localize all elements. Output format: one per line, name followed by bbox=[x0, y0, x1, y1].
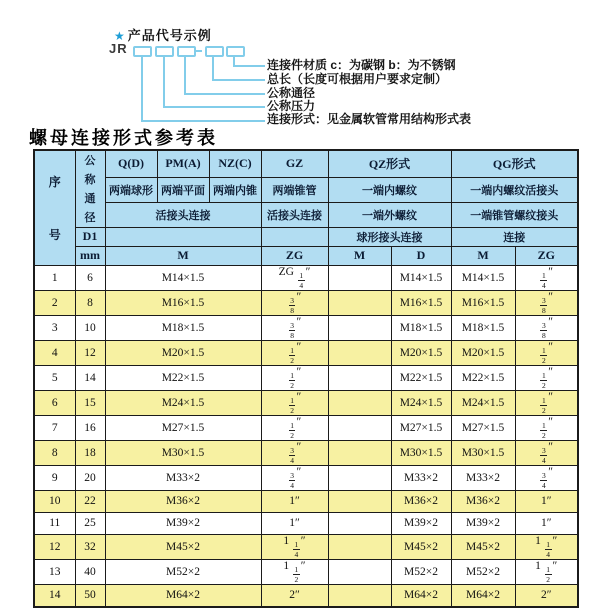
nut-connection-table bbox=[33, 149, 579, 608]
cell-qg-zg: $\frac{1}{2}$ ″ bbox=[515, 390, 578, 415]
unit-zg-qg: ZG bbox=[515, 246, 578, 265]
cell-m: M45×2 bbox=[105, 534, 261, 559]
cell-qz-m bbox=[328, 315, 391, 340]
cell-qg-m: M18×1.5 bbox=[451, 315, 515, 340]
cell-no: 4 bbox=[34, 340, 75, 365]
cell-qz-m bbox=[328, 290, 391, 315]
cell-qz-m bbox=[328, 559, 391, 584]
cell-dn: 18 bbox=[75, 440, 105, 465]
header-nominal-diameter: 公 称 通 径 bbox=[75, 150, 105, 227]
cell-gz-zg: $\frac{3}{4}$ ″ bbox=[261, 465, 328, 490]
unit-m-qpn: M bbox=[105, 246, 261, 265]
table-row bbox=[34, 290, 578, 315]
cell-qg-m: M20×1.5 bbox=[451, 340, 515, 365]
cell-no: 6 bbox=[34, 390, 75, 415]
unit-zg-gz: ZG bbox=[261, 246, 328, 265]
cell-dn: 14 bbox=[75, 365, 105, 390]
cell-qg-m: M45×2 bbox=[451, 534, 515, 559]
cell-qg-zg: $\frac{3}{8}$ ″ bbox=[515, 315, 578, 340]
cell-dn: 10 bbox=[75, 315, 105, 340]
cell-dn: 22 bbox=[75, 490, 105, 512]
cell-dn: 40 bbox=[75, 559, 105, 584]
diagram-label-connection-type: 连接形式：见金属软管常用结构形式表 bbox=[267, 112, 472, 126]
cell-dn: 50 bbox=[75, 584, 105, 607]
cell-qg-zg: $\frac{1}{2}$ ″ bbox=[515, 415, 578, 440]
cell-m: M30×1.5 bbox=[105, 440, 261, 465]
header-desc-nz: 两端内锥 bbox=[209, 177, 261, 202]
cell-gz-zg: ZG $\frac{1}{4}$ ″ bbox=[261, 265, 328, 290]
header-joint-qpn: 活接头连接 bbox=[105, 202, 261, 227]
cell-no: 10 bbox=[34, 490, 75, 512]
diagram-label-material: 连接件材质 c：为碳钢 b：为不锈钢 bbox=[267, 58, 456, 72]
header-desc-q: 两端球形 bbox=[105, 177, 157, 202]
cell-qz-m bbox=[328, 340, 391, 365]
table-row bbox=[34, 490, 578, 512]
cell-dn: 25 bbox=[75, 512, 105, 534]
unit-d-qz: D bbox=[391, 246, 451, 265]
cell-gz-zg: $\frac{1}{2}$ ″ bbox=[261, 415, 328, 440]
cell-qg-m: M22×1.5 bbox=[451, 365, 515, 390]
cell-qz-d: M20×1.5 bbox=[391, 340, 451, 365]
cell-m: M22×1.5 bbox=[105, 365, 261, 390]
cell-no: 11 bbox=[34, 512, 75, 534]
header-row-desc2 bbox=[34, 202, 578, 227]
cell-no: 14 bbox=[34, 584, 75, 607]
cell-qz-m bbox=[328, 440, 391, 465]
cell-qz-d: M14×1.5 bbox=[391, 265, 451, 290]
header-row-codes bbox=[34, 150, 578, 177]
cell-no: 9 bbox=[34, 465, 75, 490]
cell-no: 1 bbox=[34, 265, 75, 290]
header-blank-qpn bbox=[105, 227, 261, 246]
cell-no: 3 bbox=[34, 315, 75, 340]
cell-qz-d: M18×1.5 bbox=[391, 315, 451, 340]
diagram-label-nominal-pressure: 公称压力 bbox=[267, 99, 316, 113]
cell-qg-m: M64×2 bbox=[451, 584, 515, 607]
table-row bbox=[34, 340, 578, 365]
header-code-qz: QZ形式 bbox=[328, 150, 451, 177]
table-body bbox=[34, 265, 578, 607]
diagram-title bbox=[114, 25, 212, 44]
table-row bbox=[34, 559, 578, 584]
cell-qg-m: M30×1.5 bbox=[451, 440, 515, 465]
header-d1: D1 bbox=[75, 227, 105, 246]
cell-gz-zg: 1 $\frac{1}{4}$ ″ bbox=[261, 534, 328, 559]
cell-dn: 6 bbox=[75, 265, 105, 290]
diagram-title-text: 产品代号示例 bbox=[127, 28, 212, 43]
unit-m-qz: M bbox=[328, 246, 391, 265]
star-icon: ★ bbox=[114, 29, 126, 43]
header-blank-gz bbox=[261, 227, 328, 246]
cell-no: 2 bbox=[34, 290, 75, 315]
header-desc-qg: 一端内螺纹活接头 bbox=[451, 177, 578, 202]
cell-no: 7 bbox=[34, 415, 75, 440]
cell-qz-d: M22×1.5 bbox=[391, 365, 451, 390]
table-row bbox=[34, 390, 578, 415]
cell-qz-m bbox=[328, 465, 391, 490]
cell-qz-m bbox=[328, 390, 391, 415]
diagram-label-total-length: 总长（长度可根据用户要求定制） bbox=[267, 72, 448, 86]
cell-qg-m: M27×1.5 bbox=[451, 415, 515, 440]
cell-m: M39×2 bbox=[105, 512, 261, 534]
cell-qz-d: M27×1.5 bbox=[391, 415, 451, 440]
unit-m-qg: M bbox=[451, 246, 515, 265]
cell-qg-zg: $\frac{1}{2}$ ″ bbox=[515, 365, 578, 390]
cell-qg-zg: $\frac{1}{4}$ ″ bbox=[515, 265, 578, 290]
table-row bbox=[34, 440, 578, 465]
table-title: 螺母连接形式参考表 bbox=[29, 128, 218, 148]
table-row bbox=[34, 265, 578, 290]
cell-qz-d: M52×2 bbox=[391, 559, 451, 584]
cell-gz-zg: 1″ bbox=[261, 512, 328, 534]
cell-m: M18×1.5 bbox=[105, 315, 261, 340]
cell-m: M20×1.5 bbox=[105, 340, 261, 365]
cell-m: M52×2 bbox=[105, 559, 261, 584]
cell-m: M24×1.5 bbox=[105, 390, 261, 415]
cell-m: M16×1.5 bbox=[105, 290, 261, 315]
table-row bbox=[34, 534, 578, 559]
cell-gz-zg: $\frac{1}{2}$ ″ bbox=[261, 340, 328, 365]
cell-qg-m: M16×1.5 bbox=[451, 290, 515, 315]
cell-qg-m: M33×2 bbox=[451, 465, 515, 490]
cell-qg-zg: $\frac{3}{4}$ ″ bbox=[515, 440, 578, 465]
header-desc-pm: 两端平面 bbox=[157, 177, 209, 202]
header-row-desc1 bbox=[34, 177, 578, 202]
header-row-units bbox=[34, 246, 578, 265]
cell-gz-zg: $\frac{3}{4}$ ″ bbox=[261, 440, 328, 465]
connector-line-5 bbox=[141, 55, 265, 122]
cell-qz-m bbox=[328, 265, 391, 290]
header-code-qg: QG形式 bbox=[451, 150, 578, 177]
cell-qz-d: M64×2 bbox=[391, 584, 451, 607]
cell-qz-d: M39×2 bbox=[391, 512, 451, 534]
cell-qz-d: M30×1.5 bbox=[391, 440, 451, 465]
table-row bbox=[34, 465, 578, 490]
header-desc-gz: 两端锥管 bbox=[261, 177, 328, 202]
cell-qz-m bbox=[328, 512, 391, 534]
cell-gz-zg: 2″ bbox=[261, 584, 328, 607]
cell-m: M14×1.5 bbox=[105, 265, 261, 290]
cell-dn: 20 bbox=[75, 465, 105, 490]
product-code-prefix: JR bbox=[109, 41, 128, 56]
cell-qz-d: M16×1.5 bbox=[391, 290, 451, 315]
header-desc2-qz: 一端外螺纹 bbox=[328, 202, 451, 227]
cell-qg-zg: $\frac{3}{4}$ ″ bbox=[515, 465, 578, 490]
cell-qz-d: M45×2 bbox=[391, 534, 451, 559]
header-code-nz: NZ(C) bbox=[209, 150, 261, 177]
table-row bbox=[34, 315, 578, 340]
cell-qz-m bbox=[328, 490, 391, 512]
cell-qg-zg: 2″ bbox=[515, 584, 578, 607]
cell-qz-d: M33×2 bbox=[391, 465, 451, 490]
cell-no: 8 bbox=[34, 440, 75, 465]
cell-qg-zg: 1″ bbox=[515, 512, 578, 534]
code-dash bbox=[194, 50, 202, 52]
cell-gz-zg: 1 $\frac{1}{2}$ ″ bbox=[261, 559, 328, 584]
cell-m: M27×1.5 bbox=[105, 415, 261, 440]
header-desc3-qz: 球形接头连接 bbox=[328, 227, 451, 246]
cell-qg-zg: 1″ bbox=[515, 490, 578, 512]
cell-dn: 8 bbox=[75, 290, 105, 315]
cell-m: M33×2 bbox=[105, 465, 261, 490]
cell-qz-m bbox=[328, 584, 391, 607]
cell-qg-zg: $\frac{3}{8}$ ″ bbox=[515, 290, 578, 315]
cell-qg-m: M52×2 bbox=[451, 559, 515, 584]
table-row bbox=[34, 584, 578, 607]
cell-gz-zg: $\frac{1}{2}$ ″ bbox=[261, 365, 328, 390]
cell-qg-zg: 1 $\frac{1}{4}$ ″ bbox=[515, 534, 578, 559]
cell-no: 5 bbox=[34, 365, 75, 390]
cell-qg-m: M14×1.5 bbox=[451, 265, 515, 290]
cell-gz-zg: $\frac{3}{8}$ ″ bbox=[261, 315, 328, 340]
cell-dn: 12 bbox=[75, 340, 105, 365]
header-code-gz: GZ bbox=[261, 150, 328, 177]
cell-qg-m: M24×1.5 bbox=[451, 390, 515, 415]
header-code-q: Q(D) bbox=[105, 150, 157, 177]
table-row bbox=[34, 365, 578, 390]
table-row bbox=[34, 415, 578, 440]
cell-qz-m bbox=[328, 415, 391, 440]
header-desc3-qg: 连接 bbox=[451, 227, 578, 246]
cell-no: 13 bbox=[34, 559, 75, 584]
cell-m: M64×2 bbox=[105, 584, 261, 607]
cell-qz-m bbox=[328, 534, 391, 559]
cell-qz-d: M24×1.5 bbox=[391, 390, 451, 415]
header-row-d1 bbox=[34, 227, 578, 246]
header-desc2-qg: 一端锥管螺纹接头 bbox=[451, 202, 578, 227]
cell-dn: 16 bbox=[75, 415, 105, 440]
cell-qz-d: M36×2 bbox=[391, 490, 451, 512]
cell-qg-m: M39×2 bbox=[451, 512, 515, 534]
header-joint-gz: 活接头连接 bbox=[261, 202, 328, 227]
cell-no: 12 bbox=[34, 534, 75, 559]
header-desc-qz: 一端内螺纹 bbox=[328, 177, 451, 202]
cell-qg-zg: $\frac{1}{2}$ ″ bbox=[515, 340, 578, 365]
cell-qg-m: M36×2 bbox=[451, 490, 515, 512]
table-row bbox=[34, 512, 578, 534]
cell-gz-zg: 1″ bbox=[261, 490, 328, 512]
header-code-pm: PM(A) bbox=[157, 150, 209, 177]
cell-gz-zg: $\frac{3}{8}$ ″ bbox=[261, 290, 328, 315]
cell-gz-zg: $\frac{1}{2}$ ″ bbox=[261, 390, 328, 415]
cell-m: M36×2 bbox=[105, 490, 261, 512]
header-index: 序 号 bbox=[34, 150, 75, 265]
cell-dn: 15 bbox=[75, 390, 105, 415]
cell-qg-zg: 1 $\frac{1}{2}$ ″ bbox=[515, 559, 578, 584]
diagram-label-nominal-diameter: 公称通径 bbox=[267, 86, 316, 100]
cell-dn: 32 bbox=[75, 534, 105, 559]
header-mm: mm bbox=[75, 246, 105, 265]
cell-qz-m bbox=[328, 365, 391, 390]
